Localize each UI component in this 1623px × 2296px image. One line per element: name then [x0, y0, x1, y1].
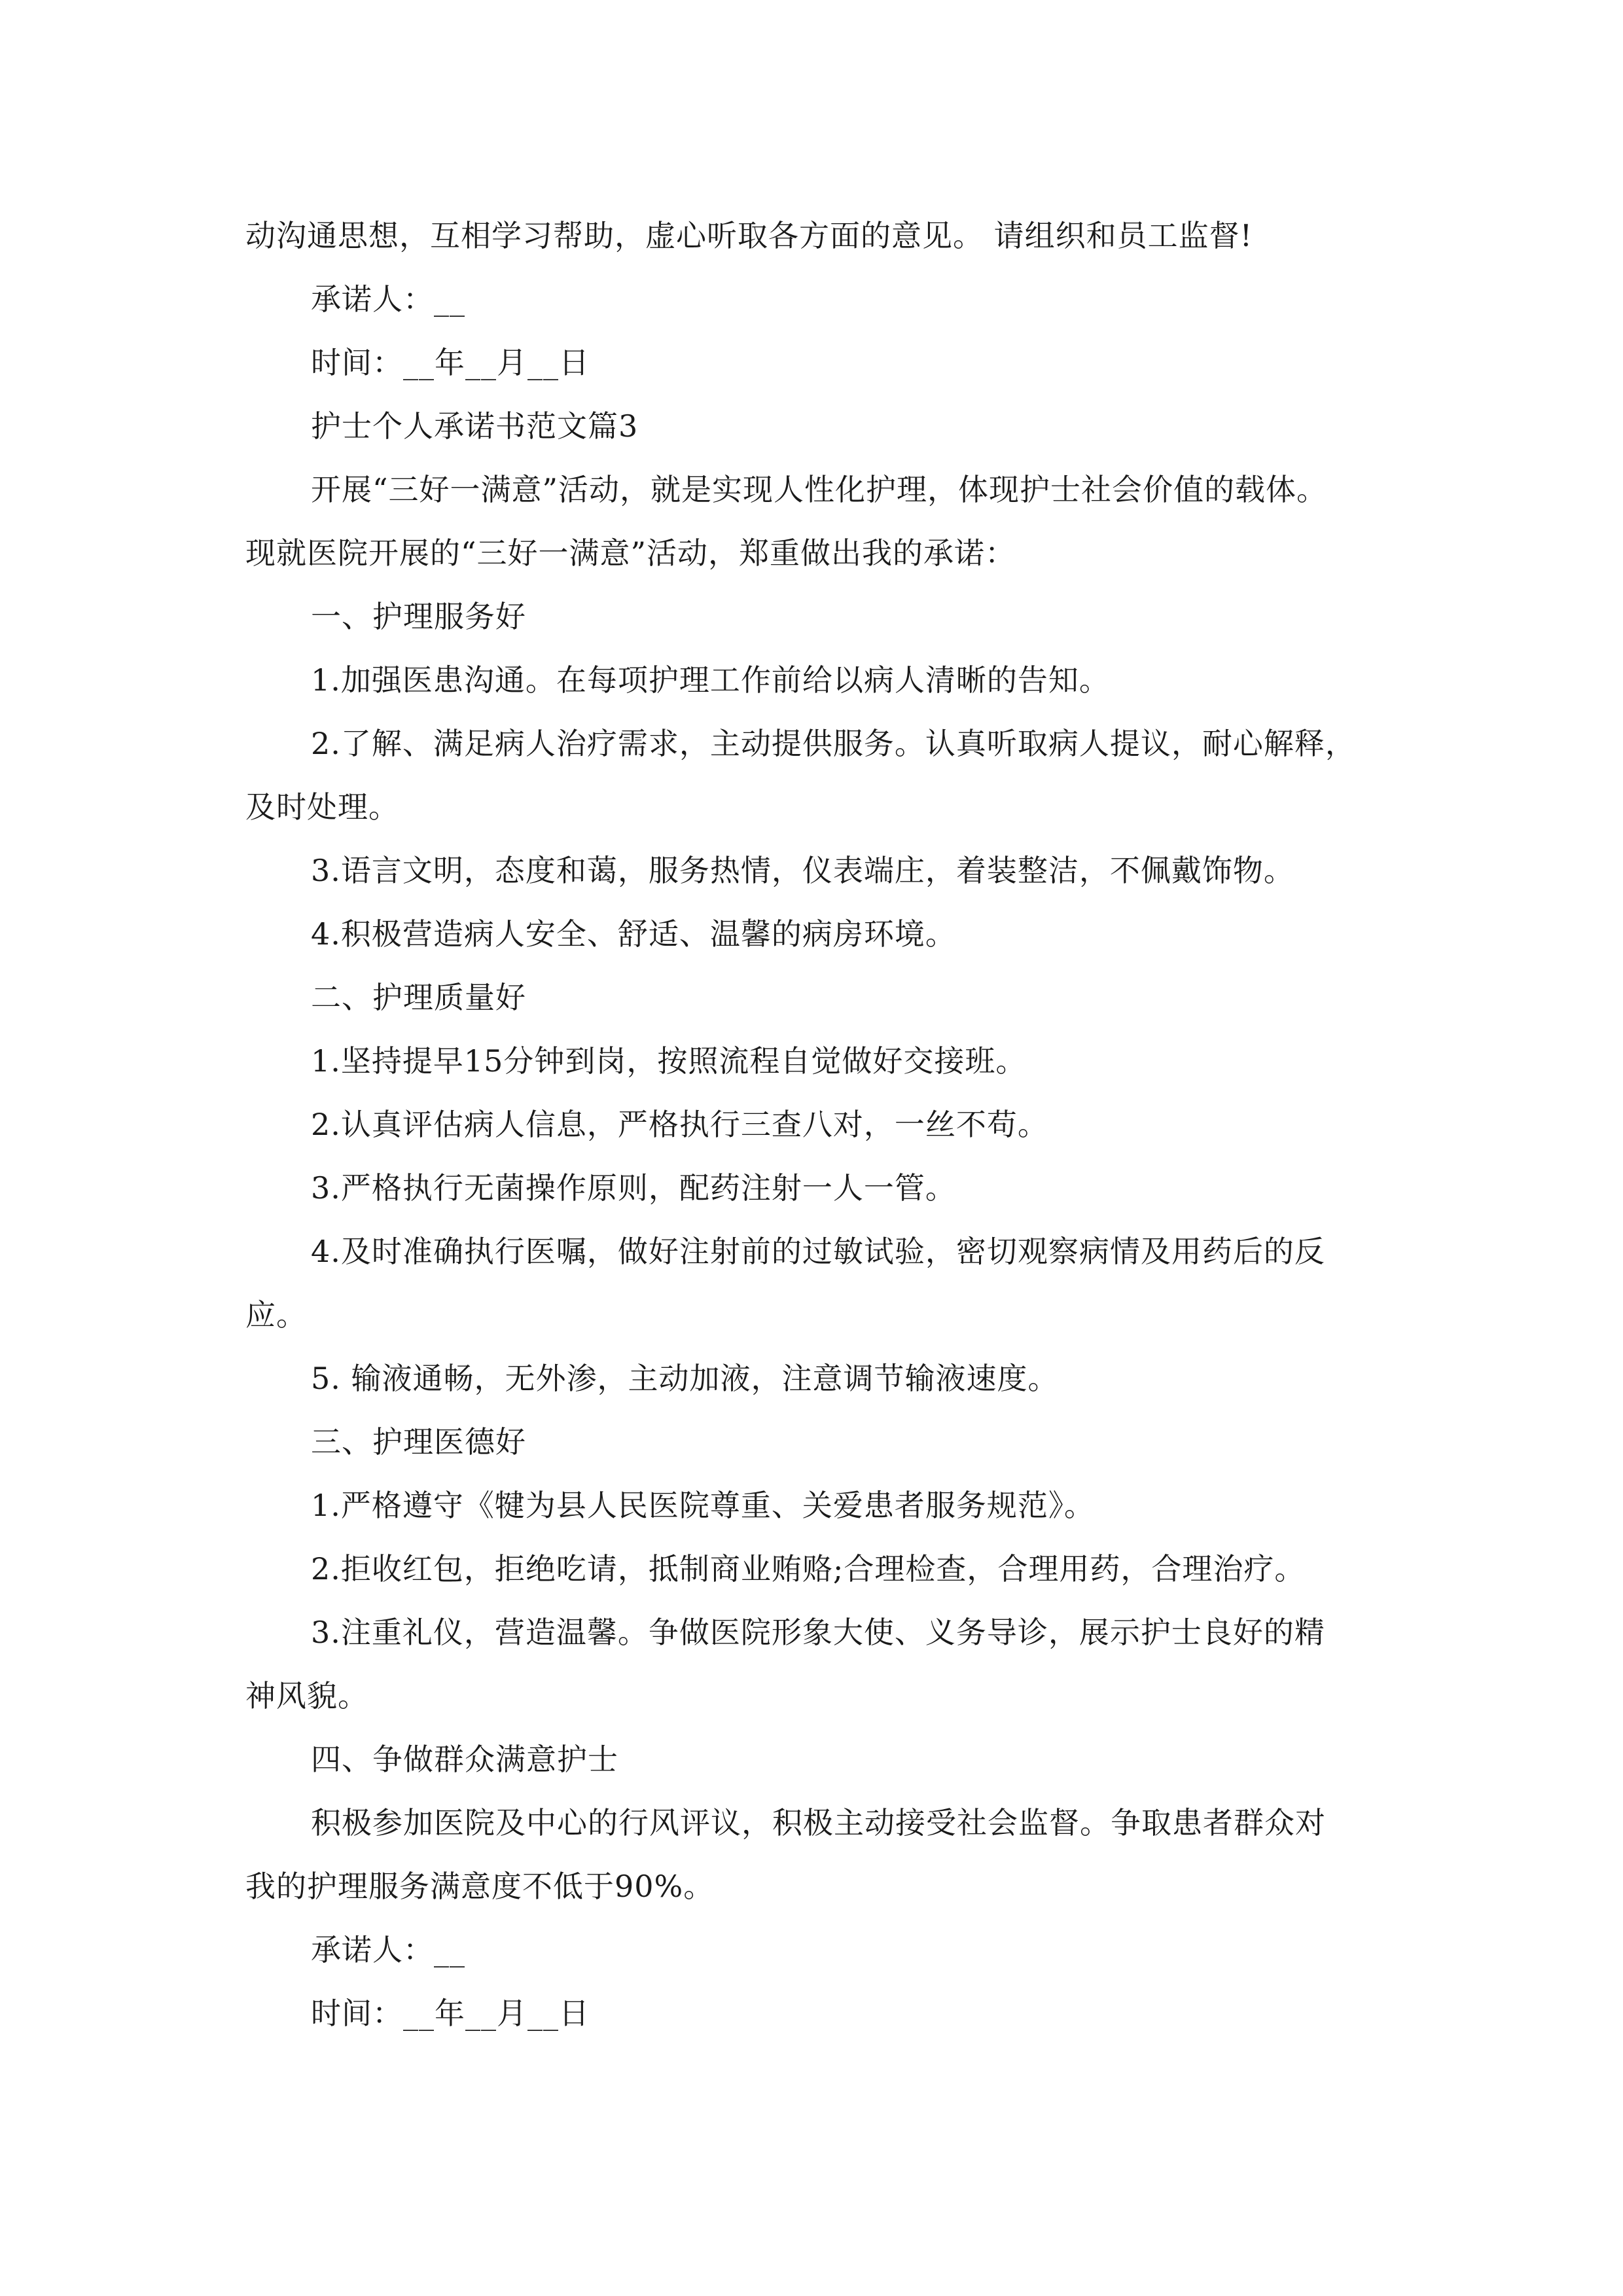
list-item: 3.语言文明，态度和蔼，服务热情，仪表端庄，着装整洁，不佩戴饰物。 — [311, 853, 1294, 888]
signatory-line: 承诺人：__ — [311, 1932, 465, 1967]
paragraph-line: 积极参加医院及中心的行风评议，积极主动接受社会监督。争取患者群众对 — [311, 1805, 1326, 1840]
list-item: 3.严格执行无菌操作原则，配药注射一人一管。 — [311, 1170, 956, 1206]
date-line: 时间：__年__月__日 — [311, 345, 590, 380]
continuation-line: 动沟通思想，互相学习帮助，虚心听取各方面的意见。 请组织和员工监督! — [245, 218, 1253, 253]
list-item-continuation: 应。 — [245, 1297, 307, 1333]
list-item-continuation: 及时处理。 — [245, 789, 399, 825]
paragraph-line: 我的护理服务满意度不低于90%。 — [245, 1869, 715, 1904]
date-line: 时间：__年__月__日 — [311, 1996, 590, 2031]
heading-quality: 二、护理质量好 — [311, 980, 526, 1015]
heading-ethics: 三、护理医德好 — [311, 1424, 526, 1460]
heading-service: 一、护理服务好 — [311, 599, 526, 634]
list-item: 3.注重礼仪，营造温馨。争做医院形象大使、义务导诊，展示护士良好的精 — [311, 1615, 1325, 1650]
intro-paragraph-line: 现就医院开展的“三好一满意”活动，郑重做出我的承诺： — [245, 535, 1016, 571]
signatory-line: 承诺人：__ — [311, 281, 465, 317]
intro-paragraph-line: 开展“三好一满意”活动，就是实现人性化护理，体现护士社会价值的载体。 — [311, 472, 1328, 507]
list-item-continuation: 神风貌。 — [245, 1678, 368, 1713]
list-item: 4.及时准确执行医嘱，做好注射前的过敏试验，密切观察病情及用药后的反 — [311, 1234, 1325, 1269]
list-item: 2.拒收红包，拒绝吃请，抵制商业贿赂;合理检查，合理用药，合理治疗。 — [311, 1551, 1306, 1587]
list-item: 2.认真评估病人信息，严格执行三查八对，一丝不苟。 — [311, 1107, 1048, 1142]
document-body — [245, 204, 1384, 2045]
section-title: 护士个人承诺书范文篇3 — [311, 408, 639, 444]
list-item: 4.积极营造病人安全、舒适、温馨的病房环境。 — [311, 916, 956, 952]
heading-satisfaction: 四、争做群众满意护士 — [311, 1742, 618, 1777]
list-item: 1.坚持提早15分钟到岗，按照流程自觉做好交接班。 — [311, 1043, 1027, 1079]
list-item: 1.加强医患沟通。在每项护理工作前给以病人清晰的告知。 — [311, 662, 1110, 698]
list-item: 2.了解、满足病人治疗需求，主动提供服务。认真听取病人提议，耐心解释， — [311, 726, 1356, 761]
list-item: 5. 输液通畅，无外渗，主动加液，注意调节输液速度。 — [311, 1361, 1059, 1396]
list-item: 1.严格遵守《犍为县人民医院尊重、关爱患者服务规范》。 — [311, 1488, 1095, 1523]
